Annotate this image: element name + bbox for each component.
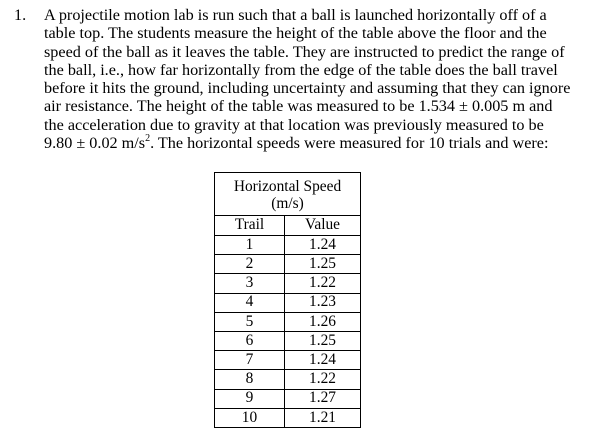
value-cell: 1.23 <box>285 293 361 312</box>
table-row <box>215 331 361 350</box>
trial-cell: 2 <box>215 255 285 274</box>
trial-cell: 7 <box>215 351 285 370</box>
trial-cell: 6 <box>215 331 285 350</box>
value-cell: 1.22 <box>285 370 361 389</box>
value-cell: 1.24 <box>285 351 361 370</box>
problem-line-last <box>44 134 600 152</box>
value-cell: 1.22 <box>285 274 361 293</box>
column-header-trial: Trail <box>215 216 285 236</box>
value-cell: 1.25 <box>285 331 361 350</box>
trial-cell: 4 <box>215 293 285 312</box>
table-title-line1: Horizontal Speed <box>233 177 342 195</box>
trial-cell: 8 <box>215 370 285 389</box>
gravity-exponent: 2 <box>145 132 151 144</box>
table-title <box>215 173 361 216</box>
trial-cell: 10 <box>215 408 285 427</box>
table-row <box>215 274 361 293</box>
problem-line: the acceleration due to gravity at that location was previously measured to be <box>44 115 544 134</box>
value-cell: 1.27 <box>285 389 361 408</box>
problem-text <box>44 6 600 152</box>
column-header-value: Value <box>285 216 361 236</box>
table-row <box>215 351 361 370</box>
table-row <box>215 370 361 389</box>
problem-line: speed of the ball as it leaves the table. They are instructed to predict the range of <box>44 42 565 61</box>
problem-line-suffix: . The horizontal speeds were measured for 10 trials and were: <box>150 134 549 153</box>
table-row <box>215 312 361 331</box>
table-row <box>215 236 361 255</box>
trial-cell: 5 <box>215 312 285 331</box>
problem-line: table top. The students measure the height of the table above the floor and the <box>44 24 547 43</box>
value-cell: 1.26 <box>285 312 361 331</box>
trial-cell: 1 <box>215 236 285 255</box>
table-title-line2: (m/s) <box>271 194 304 212</box>
table-row <box>215 293 361 312</box>
table-row <box>215 408 361 427</box>
table-row <box>215 389 361 408</box>
problem-number: 1. <box>14 6 27 24</box>
problem-statement <box>14 6 600 152</box>
problem-line: the ball, i.e., how far horizontally from the edge of the table does the ball travel <box>44 60 558 79</box>
value-cell: 1.24 <box>285 236 361 255</box>
trial-cell: 9 <box>215 389 285 408</box>
horizontal-speed-table <box>214 172 361 428</box>
problem-line: air resistance. The height of the table was measured to be 1.534 ± 0.005 m and <box>44 97 553 116</box>
value-cell: 1.21 <box>285 408 361 427</box>
problem-line: A projectile motion lab is run such that a ball is launched horizontally off of a <box>44 6 547 24</box>
table-row <box>215 255 361 274</box>
problem-line: before it hits the ground, including uncertainty and assuming that they can ignore <box>44 79 571 98</box>
gravity-value: 9.80 ± 0.02 m/s <box>44 134 146 153</box>
value-cell: 1.25 <box>285 255 361 274</box>
trial-cell: 3 <box>215 274 285 293</box>
